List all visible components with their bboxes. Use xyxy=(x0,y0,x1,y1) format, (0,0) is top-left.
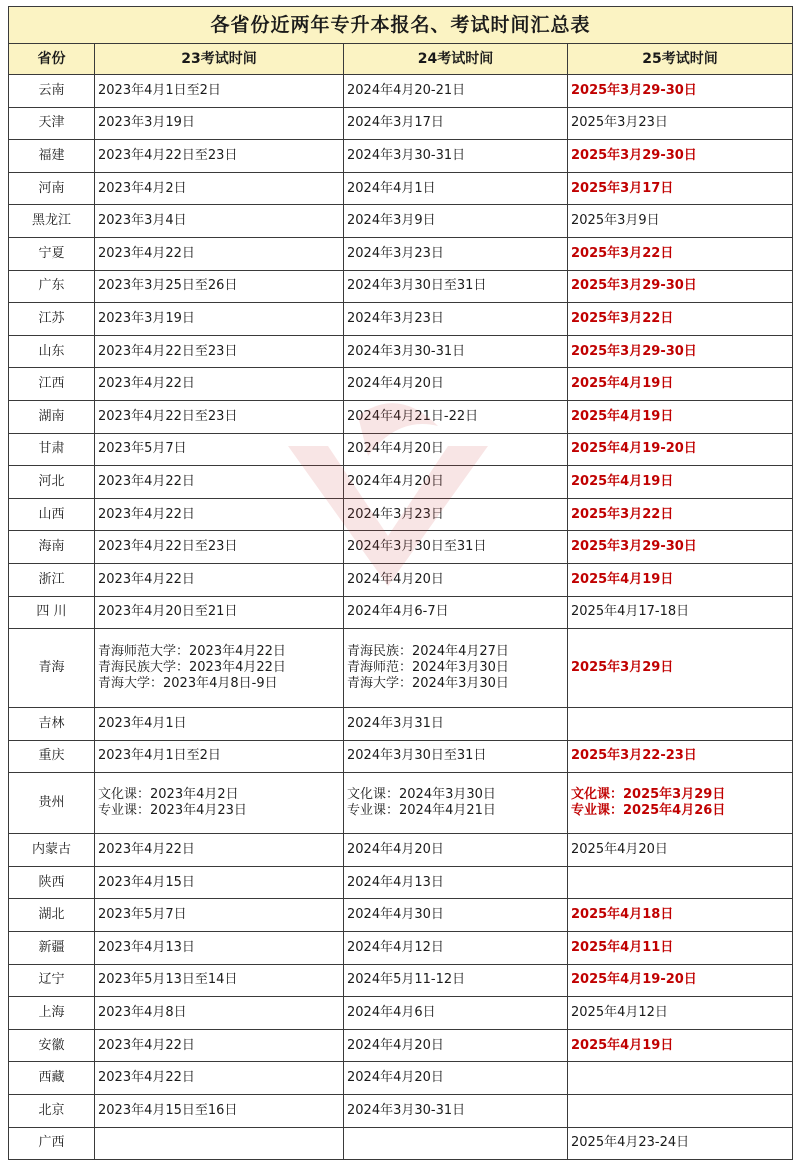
date-cell-y25 xyxy=(568,75,793,108)
date-cell-y24 xyxy=(344,629,568,708)
date-text: 2024年4月20-21日 xyxy=(347,82,466,98)
province-cell: 陕西 xyxy=(9,866,95,899)
table-row xyxy=(9,740,793,773)
table-row xyxy=(9,205,793,238)
date-text: 青海民族：2024年4月27日 xyxy=(347,644,509,660)
date-text: 2024年3月31日 xyxy=(347,715,444,731)
date-cell-y25 xyxy=(568,1095,793,1128)
date-cell-y24 xyxy=(344,1062,568,1095)
header-2024: 24考试时间 xyxy=(344,44,568,75)
date-cell-y23 xyxy=(95,400,344,433)
date-cell-y23 xyxy=(95,75,344,108)
date-cell-y24 xyxy=(344,205,568,238)
date-cell-y23 xyxy=(95,866,344,899)
date-cell-y24 xyxy=(344,75,568,108)
date-text: 2024年3月30日至31日 xyxy=(347,539,487,555)
date-cell-y25 xyxy=(568,140,793,173)
table-row xyxy=(9,1062,793,1095)
date-cell-y24 xyxy=(344,932,568,965)
date-text: 2023年4月13日 xyxy=(98,939,195,955)
date-text: 2023年5月7日 xyxy=(98,441,187,457)
date-text: 2023年5月13日至14日 xyxy=(98,972,238,988)
province-cell: 浙江 xyxy=(9,563,95,596)
date-text: 青海民族大学：2023年4月22日 xyxy=(98,660,286,676)
date-text: 2024年4月20日 xyxy=(347,376,444,392)
date-cell-y24 xyxy=(344,964,568,997)
header-2023: 23考试时间 xyxy=(95,44,344,75)
province-cell: 重庆 xyxy=(9,740,95,773)
table-row xyxy=(9,834,793,867)
table-row xyxy=(9,563,793,596)
date-text: 2024年3月23日 xyxy=(347,506,444,522)
date-cell-y23 xyxy=(95,172,344,205)
date-text: 2025年3月22日 xyxy=(571,245,674,261)
date-text: 2023年4月22日至23日 xyxy=(98,147,238,163)
table-row xyxy=(9,75,793,108)
table-title: 各省份近两年专升本报名、考试时间汇总表 xyxy=(9,7,793,44)
table-row xyxy=(9,498,793,531)
date-text: 2023年3月19日 xyxy=(98,115,195,131)
date-text: 2025年3月22日 xyxy=(571,506,674,522)
date-cell-y24 xyxy=(344,773,568,834)
date-cell-y23 xyxy=(95,368,344,401)
date-cell-y23 xyxy=(95,740,344,773)
date-cell-y23 xyxy=(95,834,344,867)
date-text: 2025年3月23日 xyxy=(571,115,668,131)
date-cell-y25 xyxy=(568,107,793,140)
date-text: 2024年4月20日 xyxy=(347,473,444,489)
date-text: 2024年5月11-12日 xyxy=(347,972,466,988)
date-text: 2024年3月30日至31日 xyxy=(347,278,487,294)
province-cell: 云南 xyxy=(9,75,95,108)
date-cell-y24 xyxy=(344,531,568,564)
date-cell-y24 xyxy=(344,335,568,368)
date-text: 2023年4月8日 xyxy=(98,1005,187,1021)
date-cell-y25 xyxy=(568,596,793,629)
date-cell-y24 xyxy=(344,433,568,466)
date-text: 2025年4月11日 xyxy=(571,939,674,955)
province-cell: 江西 xyxy=(9,368,95,401)
date-text: 2025年4月19日 xyxy=(571,376,674,392)
date-text: 青海师范：2024年3月30日 xyxy=(347,660,509,676)
date-text: 2025年4月19日 xyxy=(571,1037,674,1053)
date-text: 2023年4月22日 xyxy=(98,571,195,587)
date-cell-y25 xyxy=(568,866,793,899)
date-cell-y24 xyxy=(344,563,568,596)
province-cell: 山东 xyxy=(9,335,95,368)
summary-sheet xyxy=(8,6,792,1160)
date-cell-y24 xyxy=(344,172,568,205)
date-cell-y23 xyxy=(95,205,344,238)
table-row xyxy=(9,932,793,965)
date-cell-y25 xyxy=(568,433,793,466)
date-text: 2024年3月9日 xyxy=(347,213,436,229)
date-cell-y24 xyxy=(344,400,568,433)
date-text: 2025年3月29-30日 xyxy=(571,278,697,294)
date-text: 2023年3月25日至26日 xyxy=(98,278,238,294)
table-row xyxy=(9,964,793,997)
date-text: 2024年4月20日 xyxy=(347,441,444,457)
date-text: 2024年4月20日 xyxy=(347,1070,444,1086)
date-text: 文化课：2023年4月2日 xyxy=(98,787,239,803)
date-cell-y23 xyxy=(95,596,344,629)
table-row xyxy=(9,596,793,629)
date-cell-y25 xyxy=(568,997,793,1030)
date-text: 2024年4月13日 xyxy=(347,874,444,890)
date-cell-y25 xyxy=(568,773,793,834)
province-cell: 宁夏 xyxy=(9,237,95,270)
date-text: 2023年4月22日 xyxy=(98,245,195,261)
date-cell-y25 xyxy=(568,740,793,773)
date-text: 2023年4月1日至2日 xyxy=(98,82,221,98)
date-text: 2024年4月12日 xyxy=(347,939,444,955)
date-text: 2023年4月15日至16日 xyxy=(98,1102,238,1118)
province-cell: 北京 xyxy=(9,1095,95,1128)
date-text: 2023年4月1日 xyxy=(98,715,187,731)
table-row xyxy=(9,172,793,205)
date-cell-y24 xyxy=(344,1127,568,1160)
date-text: 2023年4月22日至23日 xyxy=(98,539,238,555)
date-text: 青海大学：2024年3月30日 xyxy=(347,676,509,692)
date-text: 2023年4月22日 xyxy=(98,842,195,858)
province-cell: 海南 xyxy=(9,531,95,564)
date-text: 2024年4月21日-22日 xyxy=(347,408,479,424)
date-cell-y24 xyxy=(344,107,568,140)
date-text: 2023年4月22日 xyxy=(98,1037,195,1053)
table-row xyxy=(9,368,793,401)
date-cell-y25 xyxy=(568,531,793,564)
date-cell-y24 xyxy=(344,140,568,173)
date-cell-y23 xyxy=(95,107,344,140)
date-text: 2024年3月30日至31日 xyxy=(347,748,487,764)
date-text: 2023年4月15日 xyxy=(98,874,195,890)
date-cell-y25 xyxy=(568,400,793,433)
date-cell-y24 xyxy=(344,596,568,629)
table-row xyxy=(9,531,793,564)
date-cell-y23 xyxy=(95,303,344,336)
table-row xyxy=(9,303,793,336)
date-cell-y25 xyxy=(568,1029,793,1062)
date-text: 2024年4月6-7日 xyxy=(347,604,449,620)
date-cell-y23 xyxy=(95,498,344,531)
date-cell-y25 xyxy=(568,629,793,708)
date-text: 专业课：2023年4月23日 xyxy=(98,803,247,819)
date-text: 2025年4月18日 xyxy=(571,907,674,923)
date-text: 2024年3月23日 xyxy=(347,310,444,326)
date-text: 2024年3月30-31日 xyxy=(347,1102,466,1118)
date-text: 2025年4月19-20日 xyxy=(571,972,697,988)
date-text: 2024年4月20日 xyxy=(347,571,444,587)
date-text: 专业课：2024年4月21日 xyxy=(347,803,496,819)
date-cell-y25 xyxy=(568,466,793,499)
date-text: 文化课：2024年3月30日 xyxy=(347,787,496,803)
date-text: 文化课：2025年3月29日 xyxy=(571,787,726,803)
date-cell-y23 xyxy=(95,997,344,1030)
date-text: 2025年4月20日 xyxy=(571,842,668,858)
table-row xyxy=(9,107,793,140)
province-cell: 河南 xyxy=(9,172,95,205)
date-text: 2025年4月19日 xyxy=(571,571,674,587)
header-province: 省份 xyxy=(9,44,95,75)
table-row xyxy=(9,335,793,368)
date-cell-y24 xyxy=(344,997,568,1030)
date-text: 2023年3月4日 xyxy=(98,213,187,229)
date-text: 2024年4月20日 xyxy=(347,842,444,858)
date-text: 2023年4月22日 xyxy=(98,1070,195,1086)
date-cell-y25 xyxy=(568,205,793,238)
date-cell-y24 xyxy=(344,899,568,932)
date-text: 2025年4月23-24日 xyxy=(571,1135,690,1151)
province-cell: 贵州 xyxy=(9,773,95,834)
province-cell: 广西 xyxy=(9,1127,95,1160)
table-body xyxy=(9,75,793,1160)
table-row xyxy=(9,466,793,499)
date-cell-y23 xyxy=(95,140,344,173)
date-text: 2025年4月19日 xyxy=(571,473,674,489)
table-row xyxy=(9,866,793,899)
date-cell-y23 xyxy=(95,531,344,564)
date-cell-y23 xyxy=(95,1127,344,1160)
province-cell: 河北 xyxy=(9,466,95,499)
header-row xyxy=(9,44,793,75)
date-cell-y24 xyxy=(344,368,568,401)
date-text: 2025年3月29-30日 xyxy=(571,147,697,163)
date-text: 2025年3月29-30日 xyxy=(571,539,697,555)
table-row xyxy=(9,997,793,1030)
date-text: 2024年4月1日 xyxy=(347,180,436,196)
date-cell-y23 xyxy=(95,335,344,368)
province-cell: 山西 xyxy=(9,498,95,531)
date-cell-y23 xyxy=(95,964,344,997)
province-cell: 天津 xyxy=(9,107,95,140)
date-cell-y23 xyxy=(95,563,344,596)
date-cell-y24 xyxy=(344,1029,568,1062)
province-cell: 江苏 xyxy=(9,303,95,336)
date-cell-y24 xyxy=(344,498,568,531)
date-cell-y24 xyxy=(344,237,568,270)
date-cell-y25 xyxy=(568,237,793,270)
date-text: 专业课：2025年4月26日 xyxy=(571,803,726,819)
date-text: 青海师范大学：2023年4月22日 xyxy=(98,644,286,660)
table-row xyxy=(9,237,793,270)
province-cell: 安徽 xyxy=(9,1029,95,1062)
table-row xyxy=(9,629,793,708)
date-text: 2025年3月9日 xyxy=(571,213,660,229)
province-cell: 湖南 xyxy=(9,400,95,433)
table-row xyxy=(9,270,793,303)
date-cell-y24 xyxy=(344,270,568,303)
date-cell-y23 xyxy=(95,237,344,270)
table-row xyxy=(9,140,793,173)
date-text: 2024年4月30日 xyxy=(347,907,444,923)
date-text: 2024年3月23日 xyxy=(347,245,444,261)
date-cell-y23 xyxy=(95,433,344,466)
date-text: 2025年4月19日 xyxy=(571,408,674,424)
province-cell: 四 川 xyxy=(9,596,95,629)
date-cell-y25 xyxy=(568,172,793,205)
exam-schedule-table xyxy=(8,6,793,1160)
date-text: 2023年4月22日 xyxy=(98,506,195,522)
date-cell-y24 xyxy=(344,866,568,899)
province-cell: 湖北 xyxy=(9,899,95,932)
date-cell-y23 xyxy=(95,773,344,834)
table-row xyxy=(9,400,793,433)
date-text: 2023年4月2日 xyxy=(98,180,187,196)
date-text: 2023年5月7日 xyxy=(98,907,187,923)
table-row xyxy=(9,1127,793,1160)
date-cell-y25 xyxy=(568,899,793,932)
date-text: 2023年4月1日至2日 xyxy=(98,748,221,764)
date-text: 2025年3月29-30日 xyxy=(571,343,697,359)
date-text: 2024年4月20日 xyxy=(347,1037,444,1053)
date-text: 2023年4月20日至21日 xyxy=(98,604,238,620)
date-text: 2023年4月22日 xyxy=(98,376,195,392)
date-text: 2024年3月30-31日 xyxy=(347,343,466,359)
date-text: 2023年4月22日至23日 xyxy=(98,408,238,424)
header-2025: 25考试时间 xyxy=(568,44,793,75)
date-cell-y24 xyxy=(344,740,568,773)
date-cell-y25 xyxy=(568,335,793,368)
date-cell-y24 xyxy=(344,466,568,499)
date-text: 2023年3月19日 xyxy=(98,310,195,326)
province-cell: 甘肃 xyxy=(9,433,95,466)
date-cell-y25 xyxy=(568,708,793,741)
date-text: 2025年3月22-23日 xyxy=(571,748,697,764)
date-cell-y24 xyxy=(344,1095,568,1128)
province-cell: 福建 xyxy=(9,140,95,173)
date-cell-y25 xyxy=(568,498,793,531)
date-text: 2025年3月22日 xyxy=(571,310,674,326)
date-cell-y25 xyxy=(568,1062,793,1095)
date-text: 2025年4月17-18日 xyxy=(571,604,690,620)
date-text: 2023年4月22日 xyxy=(98,473,195,489)
province-cell: 西藏 xyxy=(9,1062,95,1095)
table-row xyxy=(9,708,793,741)
date-cell-y24 xyxy=(344,303,568,336)
date-cell-y25 xyxy=(568,1127,793,1160)
date-text: 2025年4月19-20日 xyxy=(571,441,697,457)
date-text: 青海大学：2023年4月8日-9日 xyxy=(98,676,278,692)
date-text: 2025年3月29-30日 xyxy=(571,82,697,98)
table-row xyxy=(9,1095,793,1128)
province-cell: 广东 xyxy=(9,270,95,303)
date-cell-y24 xyxy=(344,834,568,867)
date-cell-y25 xyxy=(568,834,793,867)
date-text: 2024年4月6日 xyxy=(347,1005,436,1021)
date-cell-y23 xyxy=(95,270,344,303)
date-cell-y25 xyxy=(568,303,793,336)
date-text: 2024年3月17日 xyxy=(347,115,444,131)
province-cell: 新疆 xyxy=(9,932,95,965)
date-cell-y25 xyxy=(568,563,793,596)
province-cell: 青海 xyxy=(9,629,95,708)
date-cell-y25 xyxy=(568,368,793,401)
date-cell-y25 xyxy=(568,932,793,965)
date-text: 2023年4月22日至23日 xyxy=(98,343,238,359)
date-text: 2025年3月17日 xyxy=(571,180,674,196)
date-text: 2025年3月29日 xyxy=(571,660,674,676)
date-cell-y23 xyxy=(95,932,344,965)
date-cell-y24 xyxy=(344,708,568,741)
date-cell-y23 xyxy=(95,1062,344,1095)
province-cell: 内蒙古 xyxy=(9,834,95,867)
province-cell: 吉林 xyxy=(9,708,95,741)
date-cell-y25 xyxy=(568,270,793,303)
province-cell: 上海 xyxy=(9,997,95,1030)
date-cell-y25 xyxy=(568,964,793,997)
table-row xyxy=(9,773,793,834)
table-row xyxy=(9,1029,793,1062)
date-cell-y23 xyxy=(95,899,344,932)
province-cell: 黑龙江 xyxy=(9,205,95,238)
date-cell-y23 xyxy=(95,629,344,708)
table-row xyxy=(9,433,793,466)
date-text: 2024年3月30-31日 xyxy=(347,147,466,163)
table-row xyxy=(9,899,793,932)
date-cell-y23 xyxy=(95,466,344,499)
date-text: 2025年4月12日 xyxy=(571,1005,668,1021)
date-cell-y23 xyxy=(95,1095,344,1128)
province-cell: 辽宁 xyxy=(9,964,95,997)
date-cell-y23 xyxy=(95,1029,344,1062)
date-cell-y23 xyxy=(95,708,344,741)
